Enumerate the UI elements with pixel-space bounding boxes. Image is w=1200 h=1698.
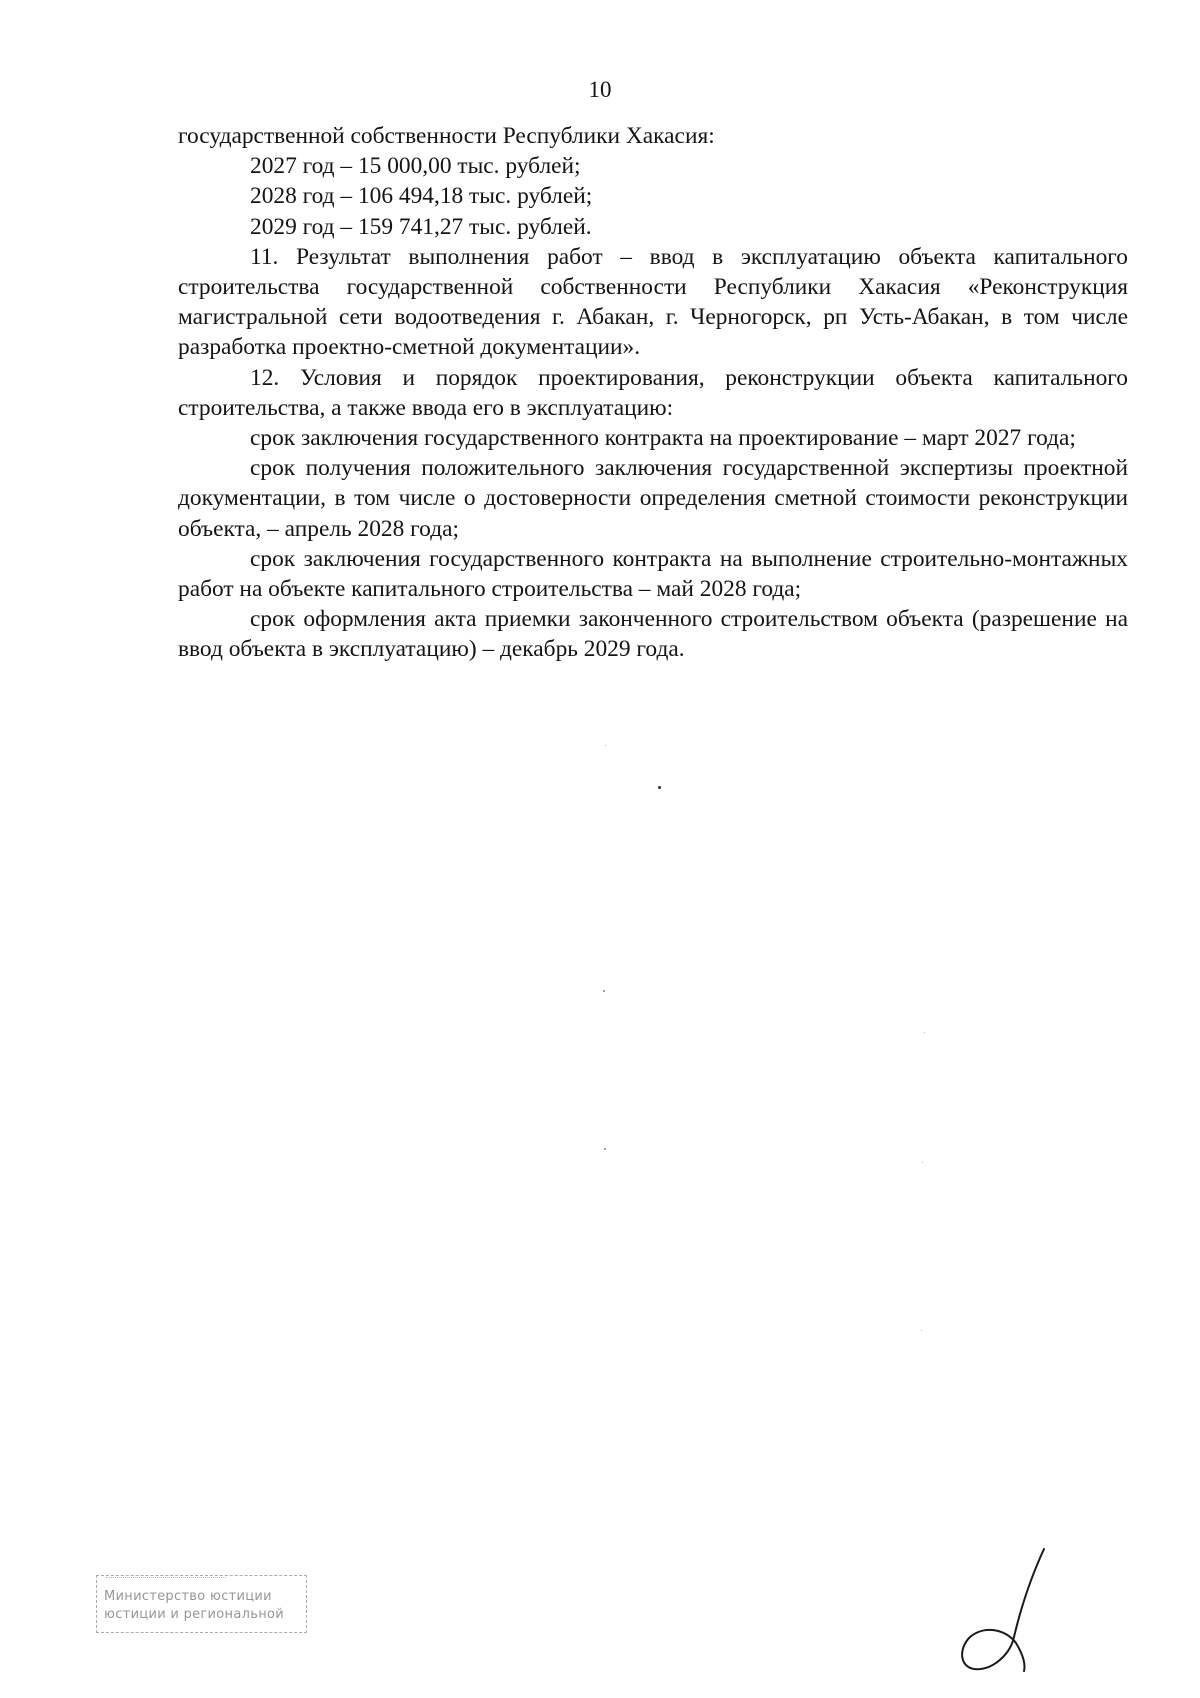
scan-speck xyxy=(605,745,606,746)
stamp-dotted-line xyxy=(106,1577,226,1578)
paragraph-funding-intro: государственной собственности Республики Хакасия: xyxy=(178,123,715,149)
paragraph-funding-2027: 2027 год – 15 000,00 тыс. рублей; xyxy=(250,153,581,180)
document-body xyxy=(178,121,1128,665)
paragraph-funding-2028: 2028 год – 106 494,18 тыс. рублей; xyxy=(250,183,593,210)
registration-stamp xyxy=(96,1575,311,1637)
paragraph-item-12: 12. Условия и порядок проектирования, реконструкции объекта капитального строительства, а также ввода его в эксплуатацию: xyxy=(178,364,1128,421)
paragraph-deadline-acceptance: срок оформления акта приемки законченного строительством объекта (разрешение на ввод объекта в эксплуатацию) – декабрь 2029 года. xyxy=(178,606,1128,663)
stamp-line-2: юстиции и региональной xyxy=(104,1607,284,1622)
paragraph-deadline-expertise: срок получения положительного заключения государственной экспертизы проектной документации, в том числе о достоверности определения сметной стоимости реконструкции объекта, – апрель 2028 года; xyxy=(178,455,1128,542)
paragraph-deadline-design-contract: срок заключения государственного контракта на проектирование – март 2027 года; xyxy=(250,425,1076,452)
scan-speck xyxy=(603,990,605,992)
paragraph-deadline-construction-contract: срок заключения государственного контракта на выполнение строительно-монтажных работ на объекте капитального строительства – май 2028 года; xyxy=(178,545,1128,603)
signature xyxy=(940,1545,1060,1675)
scan-speck xyxy=(924,1032,925,1033)
scan-speck xyxy=(604,1148,606,1150)
scan-speck xyxy=(658,786,661,789)
scan-speck xyxy=(922,1162,923,1163)
scan-speck xyxy=(921,1330,922,1331)
paragraph-funding-2029: 2029 год – 159 741,27 тыс. рублей. xyxy=(250,213,592,240)
stamp-line-1: Министерство юстиции xyxy=(104,1589,272,1604)
page-number: 10 xyxy=(588,77,612,102)
paragraph-item-11: 11. Результат выполнения работ – ввод в эксплуатацию объекта капитального строительства государственной собственности Республики Хакасия «Реконструкция магистральной сети водоотведения г. Абакан, г. Черногорск, рп Усть-Абакан, в том числе разработка проектно-сметной документации». xyxy=(178,243,1128,361)
